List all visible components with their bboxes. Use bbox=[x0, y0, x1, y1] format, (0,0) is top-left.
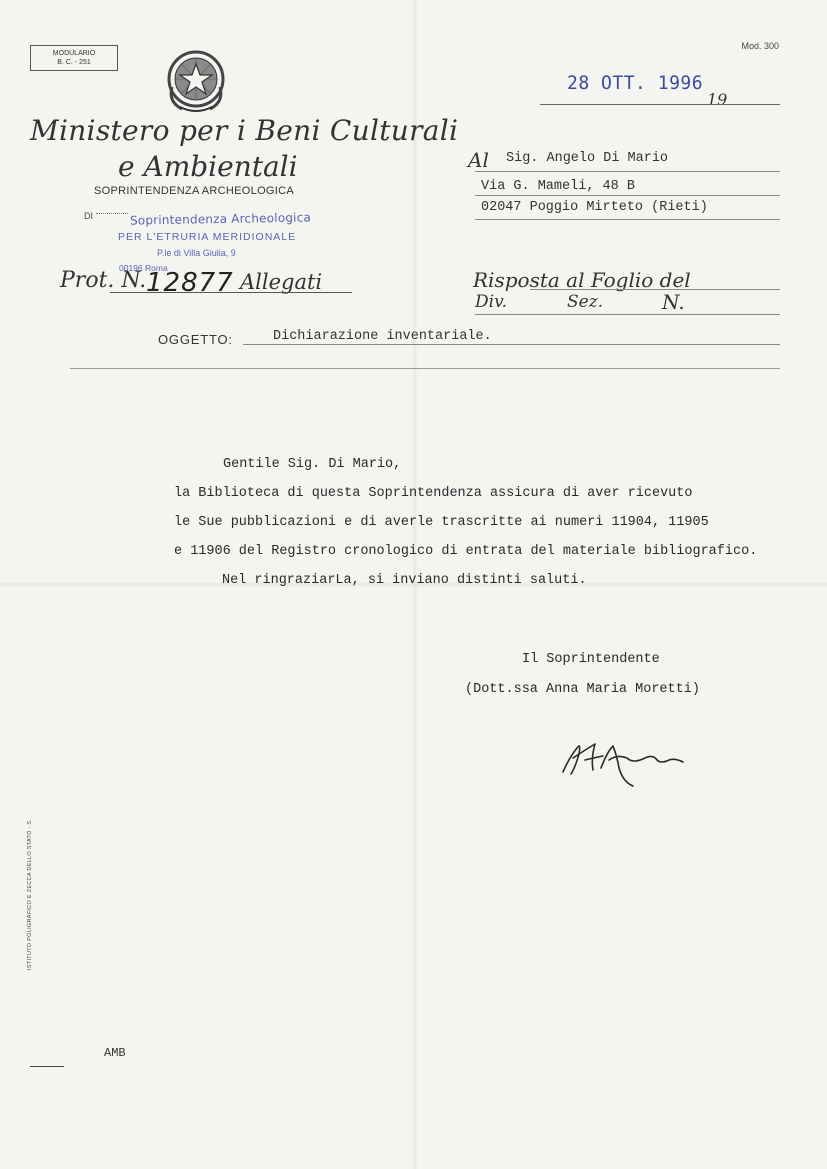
footer-rule bbox=[30, 1066, 64, 1067]
form-code-line1: MODULARIO bbox=[52, 50, 96, 57]
form-code-line2: B. C. - 251 bbox=[57, 59, 91, 66]
stamp-line2: PER L'ETRURIA MERIDIONALE bbox=[118, 231, 297, 243]
di-dotted-line bbox=[96, 213, 128, 214]
subject-underline bbox=[243, 344, 780, 345]
stamp-line4: 00196 Roma bbox=[119, 263, 168, 273]
reply-div-label: Div. bbox=[475, 292, 508, 312]
recipient-prefix: Al bbox=[468, 148, 489, 172]
subject-text: Dichiarazione inventariale. bbox=[273, 329, 492, 344]
address-line-3 bbox=[475, 219, 780, 220]
body-closing: Nel ringraziarLa, si inviano distinti saluti. bbox=[222, 573, 587, 588]
recipient-name: Sig. Angelo Di Mario bbox=[506, 151, 669, 166]
body-salutation: Gentile Sig. Di Mario, bbox=[223, 457, 402, 472]
stamp-line1: Soprintendenza Archeologica bbox=[129, 210, 312, 228]
stamp-line3: P.le di Villa Giulia, 9 bbox=[157, 248, 236, 258]
republic-emblem-icon bbox=[164, 47, 228, 115]
ministry-name-line1: Ministero per i Beni Culturali bbox=[30, 114, 459, 147]
body-line-2: le Sue pubblicazioni e di averle trascritte ai numeri 11904, 11905 bbox=[174, 515, 709, 530]
reply-underline bbox=[530, 289, 780, 290]
date-year-prefix: 19 bbox=[707, 90, 728, 109]
signatory-name: (Dott.ssa Anna Maria Moretti) bbox=[465, 682, 700, 697]
protocol-underline bbox=[110, 292, 352, 293]
reply-fields-underline bbox=[475, 314, 780, 315]
date-underline bbox=[540, 104, 780, 105]
subject-label: OGGETTO: bbox=[158, 332, 233, 347]
body-line-3: e 11906 del Registro cronologico di entrata del materiale bibliografico. bbox=[174, 544, 758, 559]
protocol-label: Prot. N. bbox=[60, 268, 147, 293]
reply-num-label: N. bbox=[662, 290, 685, 314]
di-label: DI bbox=[84, 211, 93, 221]
address-line-1 bbox=[475, 171, 780, 172]
protocol-number: 12877 bbox=[146, 268, 234, 298]
date-stamp: 28 OTT. 1996 bbox=[567, 72, 704, 94]
body-line-1: la Biblioteca di questa Soprintendenza assicura di aver ricevuto bbox=[174, 486, 693, 501]
reply-label: Risposta al Foglio del bbox=[473, 268, 691, 292]
address-line-2 bbox=[475, 195, 780, 196]
reply-sez-label: Sez. bbox=[567, 292, 604, 312]
header-divider bbox=[70, 368, 780, 369]
recipient-street: Via G. Mameli, 48 B bbox=[481, 179, 635, 194]
ministry-name-line2: e Ambientali bbox=[118, 150, 298, 183]
model-number: Mod. 300 bbox=[741, 41, 779, 51]
handwritten-signature-icon bbox=[555, 728, 695, 798]
allegati-label: Allegati bbox=[240, 270, 323, 294]
printer-imprint: ISTITUTO POLIGRAFICO E ZECCA DELLO STATO - S. bbox=[27, 818, 33, 970]
recipient-city: 02047 Poggio Mirteto (Rieti) bbox=[481, 200, 708, 215]
typist-initials: AMB bbox=[104, 1046, 126, 1060]
form-code-box bbox=[30, 45, 118, 71]
office-name: SOPRINTENDENZA ARCHEOLOGICA bbox=[94, 185, 295, 197]
signatory-title: Il Soprintendente bbox=[522, 652, 660, 667]
